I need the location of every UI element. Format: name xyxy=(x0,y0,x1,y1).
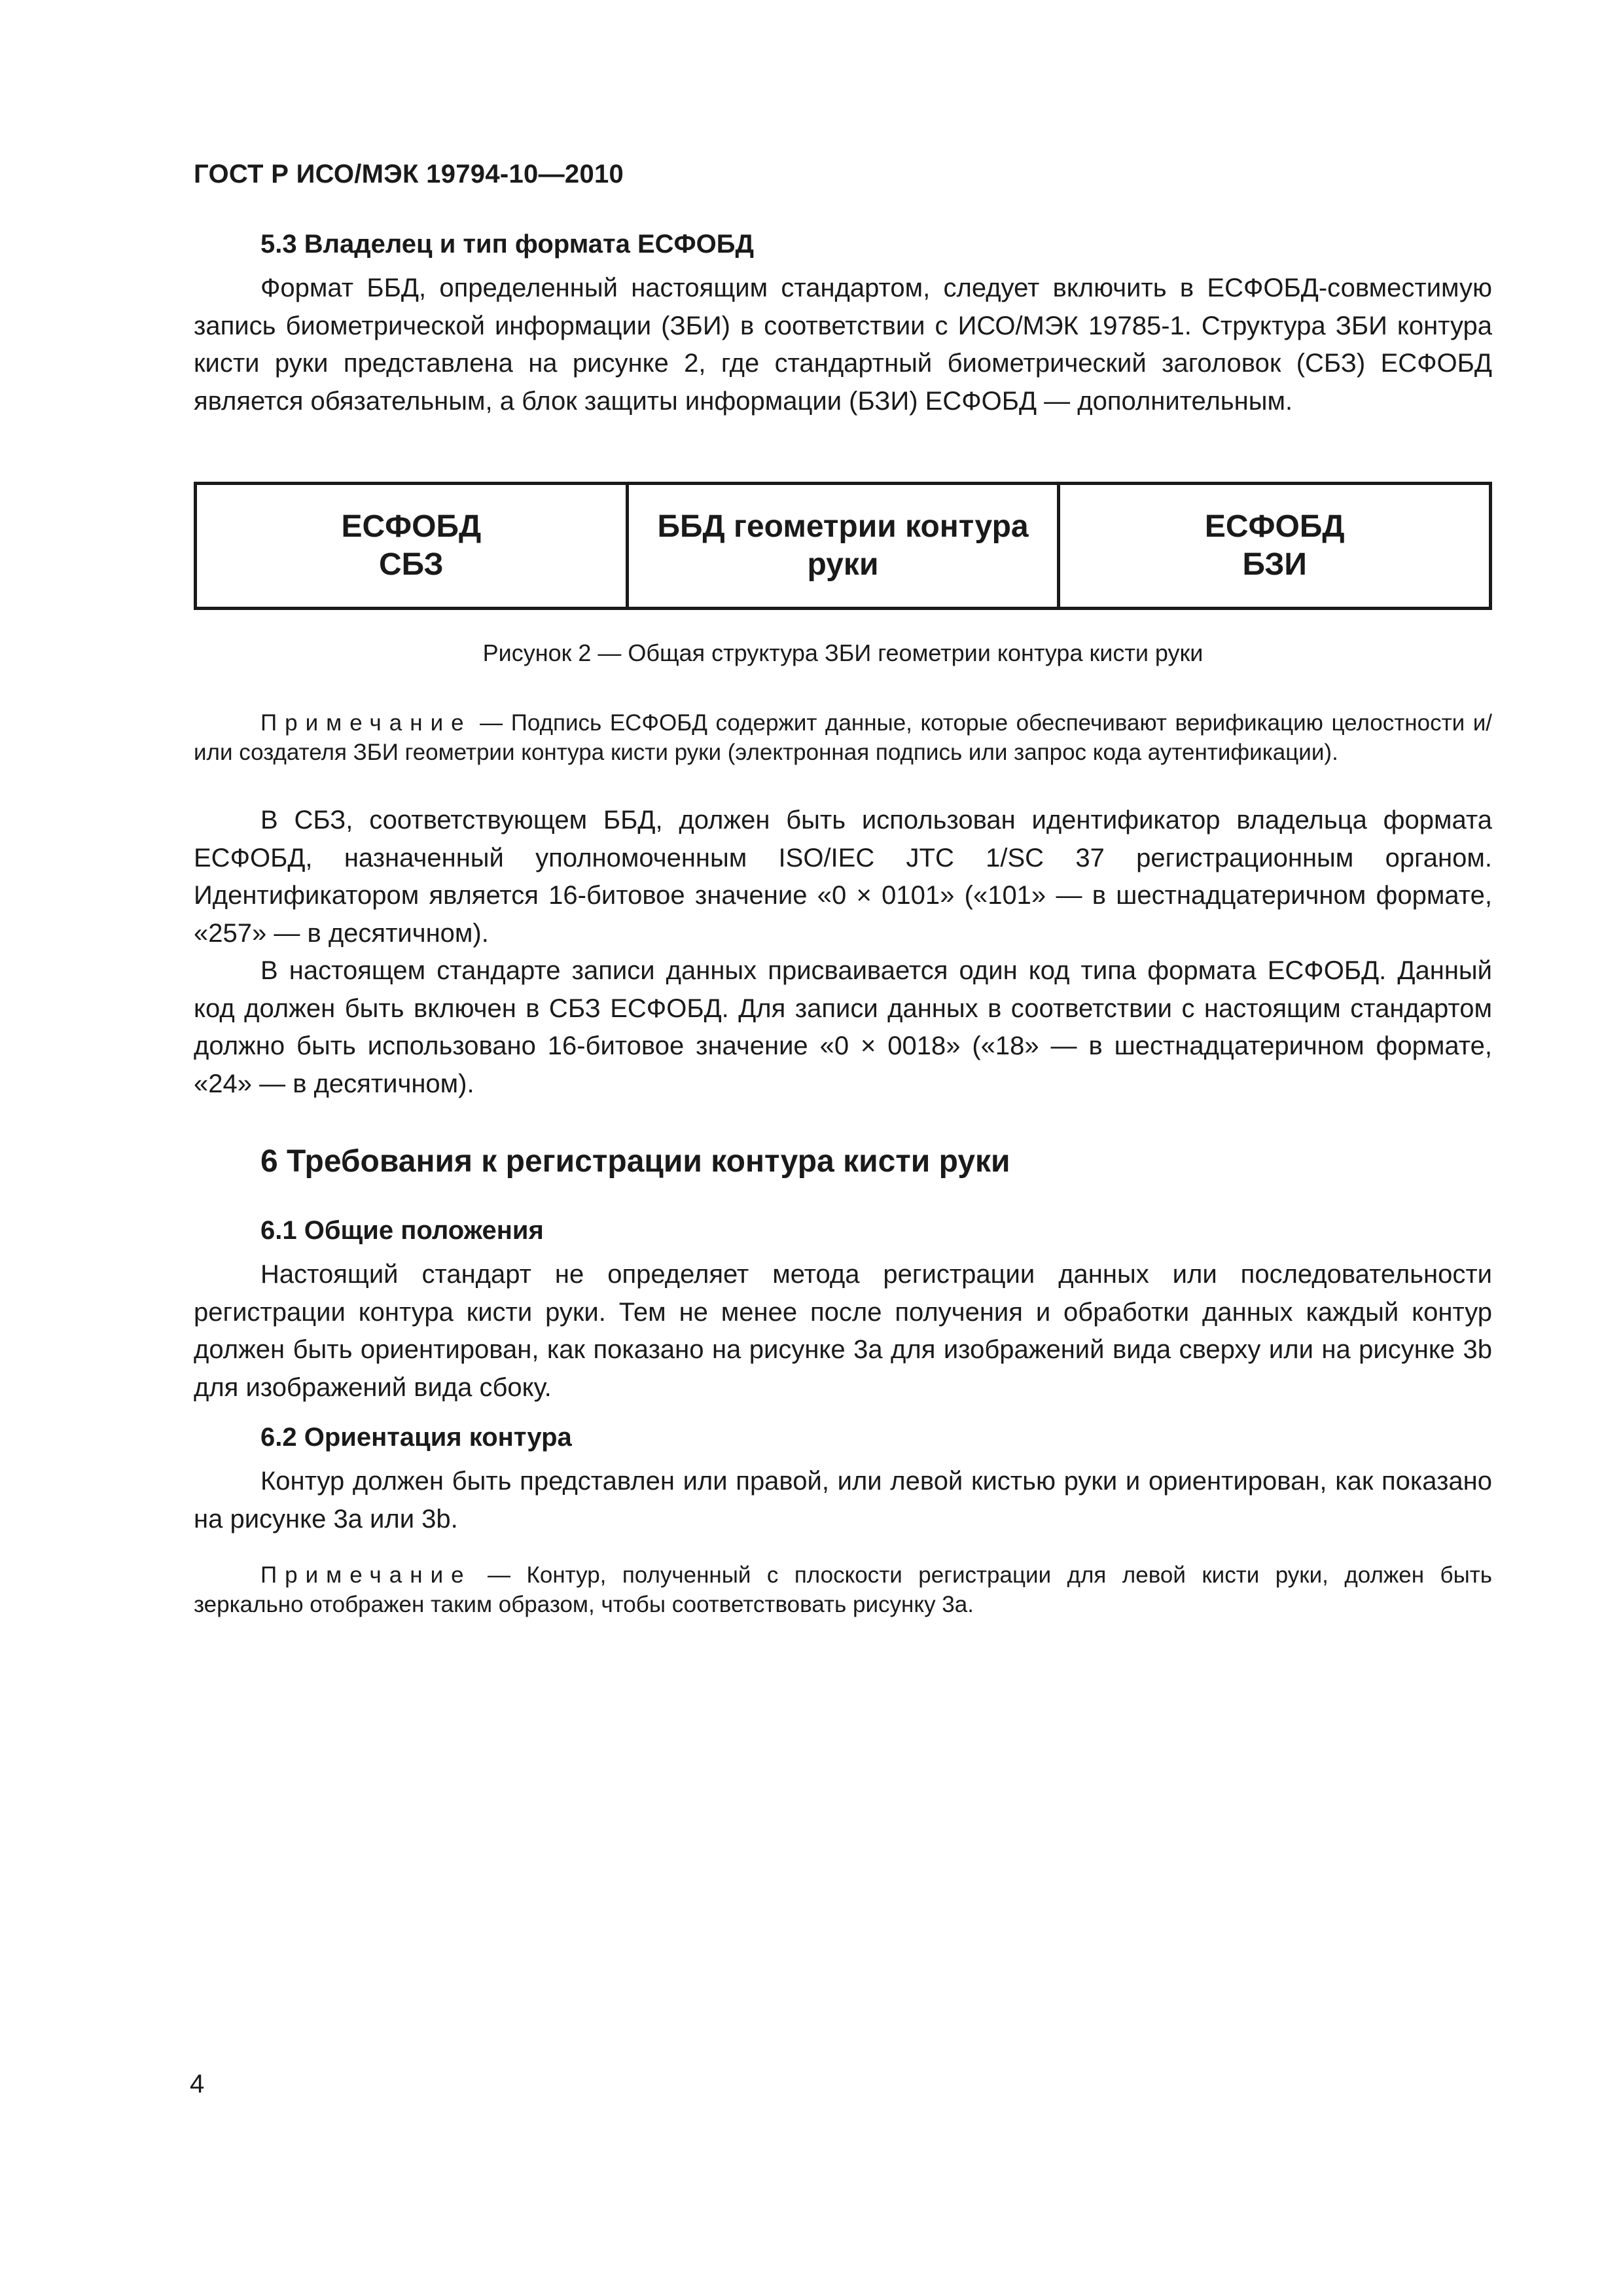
figure-cell-sbz xyxy=(197,485,626,607)
figure-cell-bbd-line-1: ББД геометрии контура xyxy=(657,509,1029,544)
figure-cell-sbz-line-1: ЕСФОБД xyxy=(341,509,482,544)
section-6-2-paragraph: Контур должен быть представлен или правой, или левой кистью руки и ориентирован, как показано на рисунке 3a или 3b. xyxy=(194,1467,1492,1534)
note-2-text: — Контур, полученный с плоскости регистрации для левой кисти руки, должен быть зеркально отображен таким образом, чтобы соответствовать рисунку 3a. xyxy=(194,1562,1492,1617)
figure-2-caption: Рисунок 2 — Общая структура ЗБИ геометрии контура кисти руки xyxy=(482,639,1204,666)
figure-cell-bzi-line-1: ЕСФОБД xyxy=(1204,509,1345,544)
section-6-2-heading: 6.2 Ориентация контура xyxy=(260,1423,572,1452)
note-2-label: Примечание xyxy=(260,1562,472,1588)
figure-cell-bzi xyxy=(1057,485,1489,607)
note-1-text: — Подпись ЕСФОБД содержит данные, которые обеспечивают верификацию целостности и/или создателя ЗБИ геометрии контура кисти руки (электронная подпись или запрос кода аутентификации). xyxy=(194,710,1492,765)
figure-cell-bzi-line-2: БЗИ xyxy=(1242,547,1307,582)
figure-cell-bbd-line-2: руки xyxy=(807,547,879,582)
note-2 xyxy=(194,1560,1492,1619)
figure-cell-bbd xyxy=(626,485,1058,607)
section-5-3-heading: 5.3 Владелец и тип формата ЕСФОБД xyxy=(260,230,755,259)
section-6-heading: 6 Требования к регистрации контура кисти руки xyxy=(260,1144,1010,1179)
section-6-1-paragraph: Настоящий стандарт не определяет метода регистрации данных или последовательности регистрации контура кисти руки. Тем не менее после получения и обработки данных каждый контур должен быть ориентирован, как показано на рисунке 3a для изображений вида сверху или на рисунке 3b для изображений вида сбоку. xyxy=(194,1260,1492,1402)
section-5-3-paragraph-1: Формат ББД, определенный настоящим стандартом, следует включить в ЕСФОБД-совместимую запись биометрической информации (ЗБИ) в соответствии с ИСО/МЭК 19785-1. Структура ЗБИ контура кисти руки представлена на рисунке 2, где стандартный биометрический заголовок (СБЗ) ЕСФОБД является обязательным, а блок защиты информации (БЗИ) ЕСФОБД — дополнительным. xyxy=(194,274,1492,416)
note-1-label: Примечание xyxy=(260,710,472,736)
section-5-3-paragraph-2: В СБЗ, соответствующем ББД, должен быть использован идентификатор владельца формата ЕСФОБД, назначенный уполномоченным ISO/IEC JTC 1/SC 37 регистрационным органом. Идентификатором является 16-битовое значение «0 × 0101» («101» — в шестнадцатеричном формате, «257» — в десятичном). xyxy=(194,806,1492,948)
section-6-1-heading: 6.1 Общие положения xyxy=(260,1216,544,1245)
page-number: 4 xyxy=(190,2070,205,2098)
figure-2-structure-table xyxy=(194,482,1492,610)
document-header: ГОСТ Р ИСО/МЭК 19794-10—2010 xyxy=(194,160,624,188)
section-5-3-paragraph-3: В настоящем стандарте записи данных присваивается один код типа формата ЕСФОБД. Данный код должен быть включен в СБЗ ЕСФОБД. Для записи данных в соответствии с настоящим стандартом должно быть использовано 16-битовое значение «0 × 0018» («18» — в шестнадцатеричном формате, «24» — в десятичном). xyxy=(194,956,1492,1098)
figure-cell-sbz-line-2: СБЗ xyxy=(379,547,444,582)
note-1 xyxy=(194,708,1492,767)
page-content xyxy=(194,225,1492,1642)
